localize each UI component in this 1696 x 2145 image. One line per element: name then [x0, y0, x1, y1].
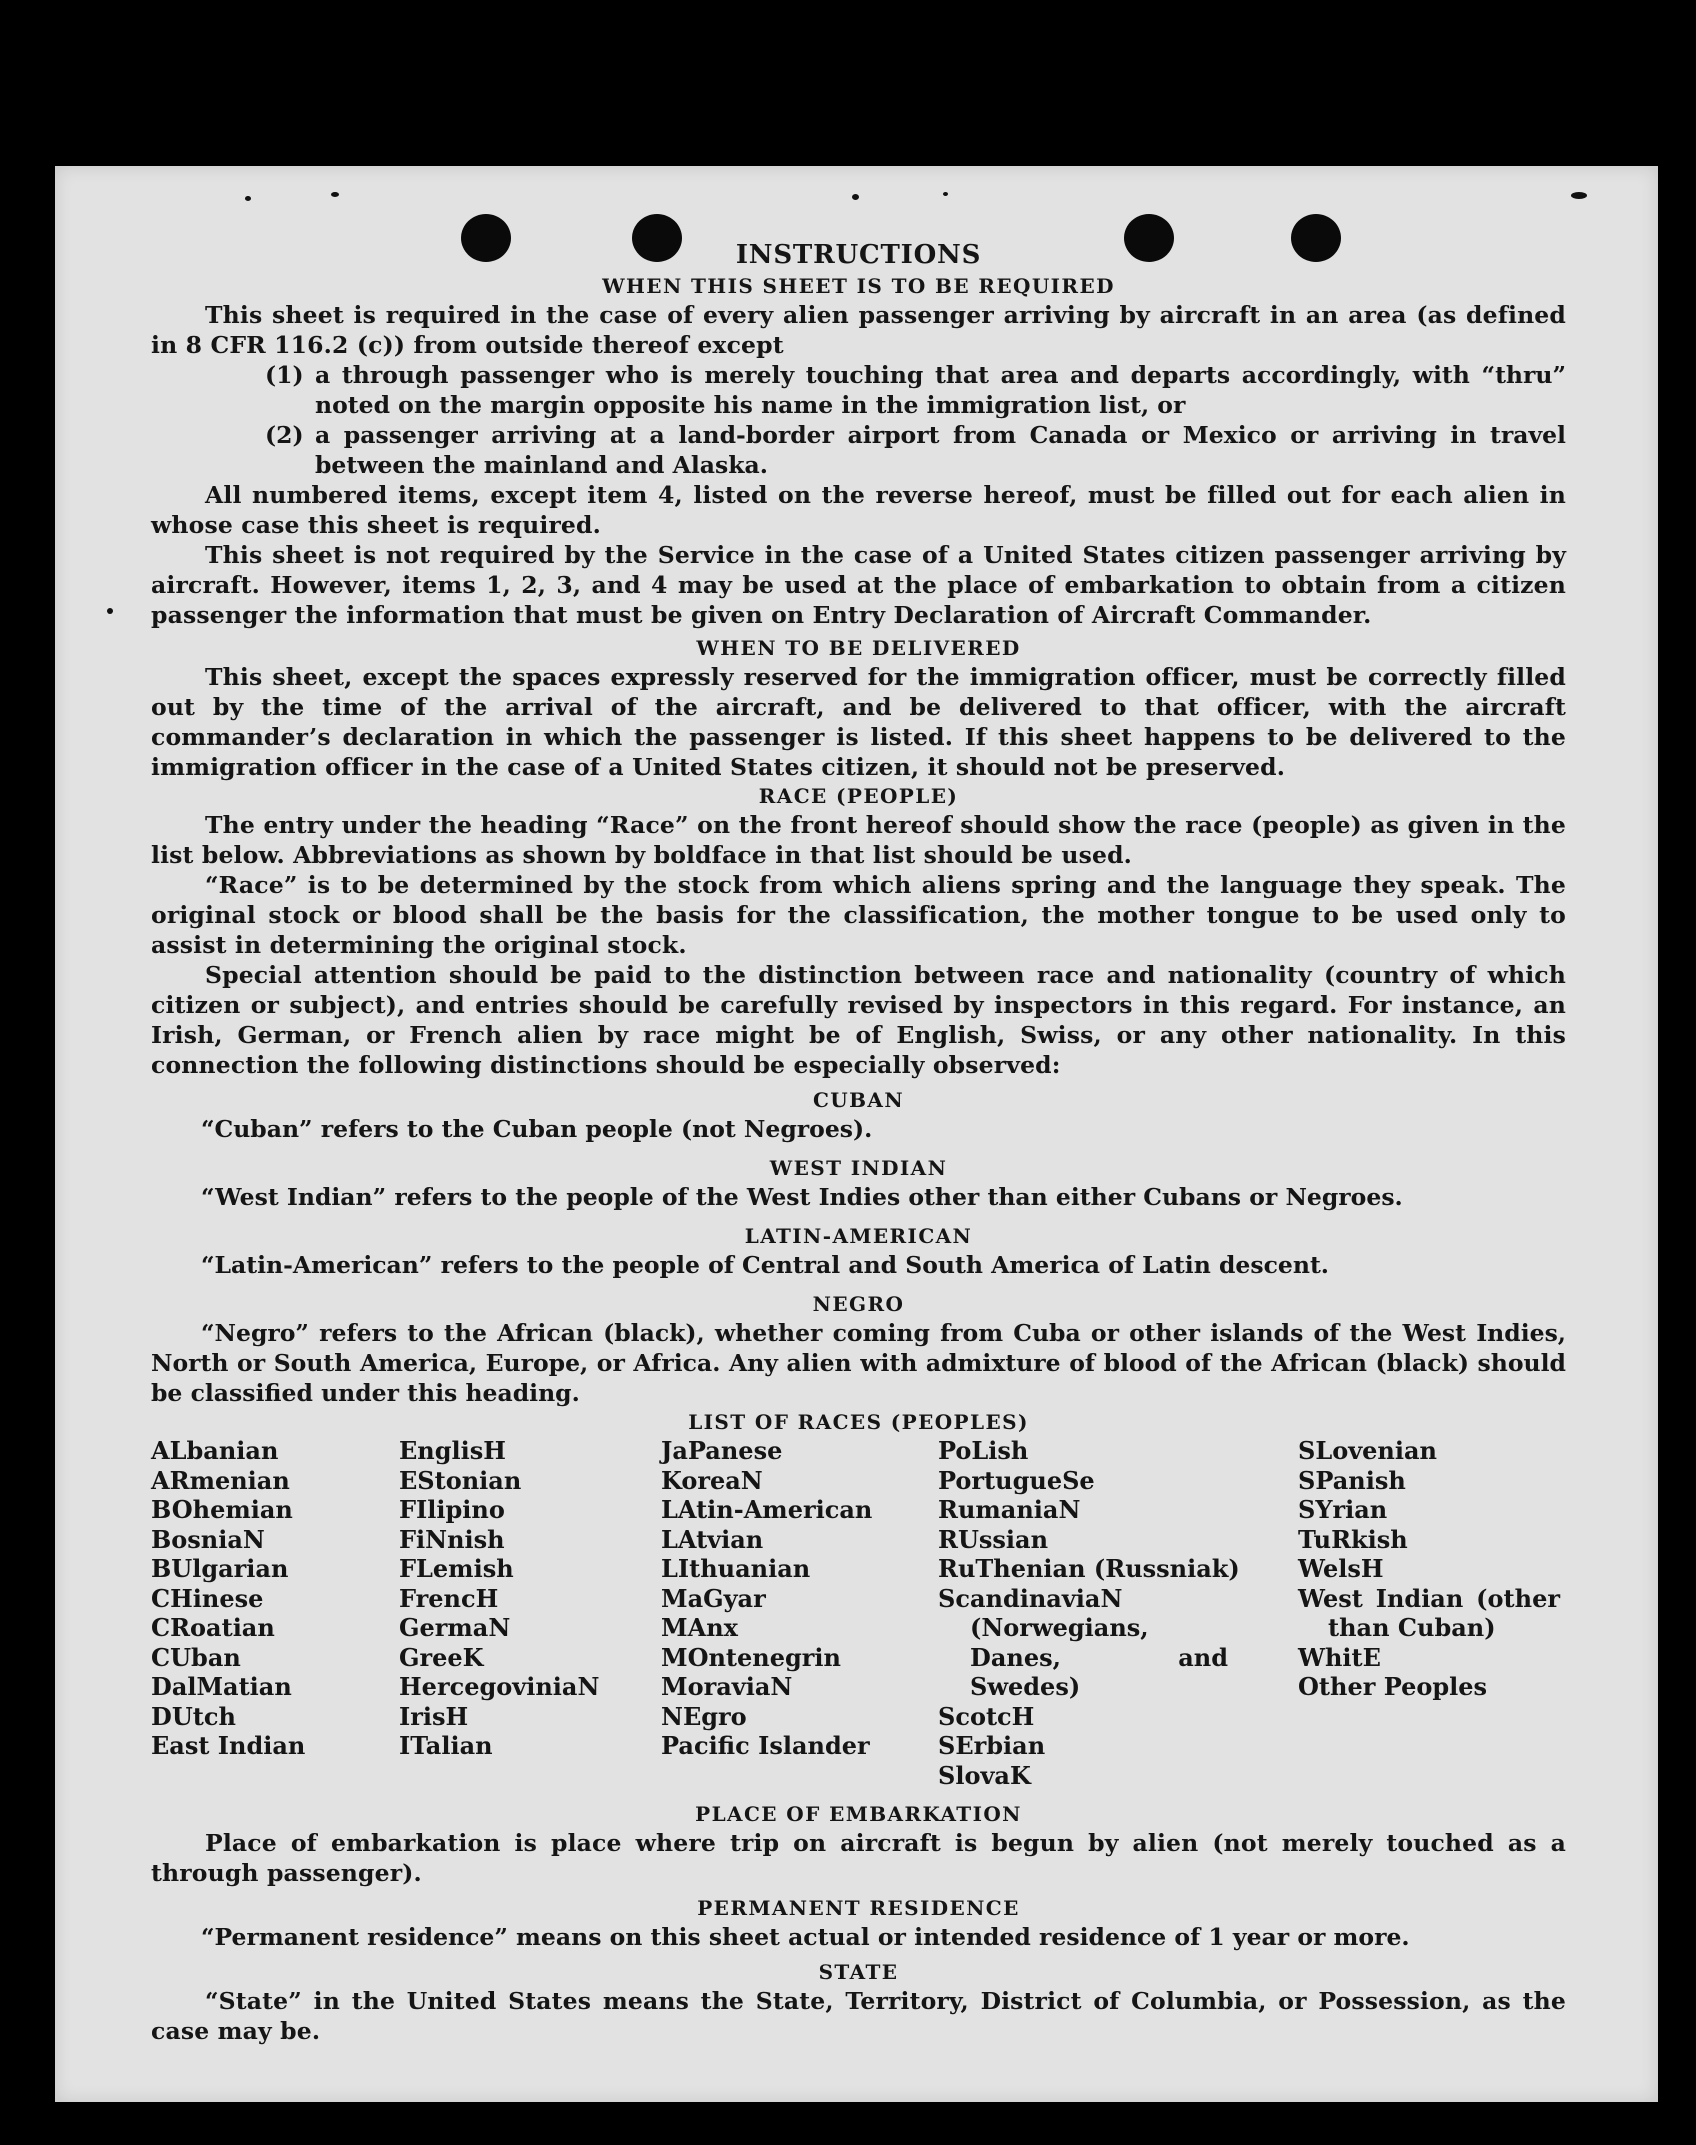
subheading-west-indian: WEST INDIAN — [769, 1156, 948, 1180]
race-item: CUban — [151, 1642, 241, 1672]
race-item: BOhemian — [151, 1495, 293, 1524]
section-heading: WHEN TO BE DELIVERED — [696, 636, 1021, 660]
race-item: ScandinaviaN (Norwegians, Danes, and Swedes) — [938, 1583, 1228, 1701]
race-item: DalMatian — [151, 1672, 292, 1701]
ink-speck — [943, 192, 948, 196]
race-item: JaPanese — [661, 1436, 783, 1465]
race-column — [151, 1436, 399, 1790]
race-item: ScotcH — [938, 1701, 1035, 1731]
definition-text: “Cuban” refers to the Cuban people (not Negroes). — [201, 1115, 873, 1143]
race-item: WelsH — [1298, 1554, 1384, 1583]
race-item: SPanish — [1298, 1465, 1406, 1495]
race-item: EnglisH — [399, 1436, 506, 1465]
race-item: MAnx — [661, 1613, 738, 1642]
punch-hole — [632, 214, 682, 262]
ink-speck — [1571, 192, 1587, 199]
race-item: DUtch — [151, 1701, 236, 1731]
race-item: SYrian — [1298, 1495, 1388, 1524]
paragraph: All numbered items, except item 4, listed on the reverse hereof, must be filled out for each alien in whose case this sheet is required. — [151, 481, 1566, 539]
race-list-heading: LIST OF RACES (PEOPLES) — [688, 1410, 1029, 1434]
race-item: GreeK — [399, 1642, 484, 1672]
race-item: ALbanian — [151, 1436, 279, 1465]
race-item: Other Peoples — [1298, 1672, 1488, 1701]
punch-hole — [461, 214, 511, 262]
section-heading: RACE (PEOPLE) — [758, 784, 959, 808]
race-item: LAtin-American — [661, 1495, 873, 1524]
instruction-sheet — [55, 166, 1658, 2102]
race-item: MoraviaN — [661, 1672, 793, 1701]
race-item: BUlgarian — [151, 1554, 289, 1583]
race-item: LAtvian — [661, 1524, 764, 1554]
paragraph: Special attention should be paid to the distinction between race and nationality (country of which citizen or subject), and entries should be carefully revised by inspectors in this regard. For instance, an Irish, German, or French alien by race might be of English, Swiss, or any other nationality. In this connection the following distinctions should be especially observed: — [151, 961, 1566, 1079]
paragraph: This sheet is not required by the Service in the case of a United States citizen passenger arriving by aircraft. However, items 1, 2, 3, and 4 may be used at the place of embarkation to obtain from a citizen passenger the information that must be given on Entry Declaration of Aircraft Commander. — [151, 541, 1566, 629]
race-column — [399, 1436, 661, 1790]
race-list — [151, 1436, 1566, 1790]
race-item: BosniaN — [151, 1524, 265, 1554]
race-item: MaGyar — [661, 1583, 766, 1613]
paragraph: “Race” is to be determined by the stock from which aliens spring and the language they speak. The original stock or blood shall be the basis for the classification, the mother tongue to be used only to assist in determining the original stock. — [151, 871, 1566, 959]
race-item: IrisH — [399, 1701, 469, 1731]
paragraph: “Permanent residence” means on this sheet actual or intended residence of 1 year or more. — [201, 1923, 1410, 1951]
punch-hole — [1124, 214, 1174, 262]
subheading-latin-american: LATIN-AMERICAN — [744, 1224, 973, 1248]
section-heading: PERMANENT RESIDENCE — [697, 1896, 1020, 1920]
race-item: LIthuanian — [661, 1554, 811, 1583]
definition-text: “West Indian” refers to the people of the West Indies other than either Cubans or Negroes. — [201, 1183, 1403, 1211]
race-item: HercegoviniaN — [399, 1672, 600, 1701]
race-item: ITalian — [399, 1731, 493, 1760]
paragraph: The entry under the heading “Race” on the front hereof should show the race (people) as given in the list below. Abbreviations as shown by boldface in that list should be used. — [151, 811, 1566, 869]
race-column — [1298, 1436, 1560, 1790]
race-item: MOntenegrin — [661, 1642, 841, 1672]
race-item: West Indian (other than Cuban) — [1298, 1583, 1560, 1642]
ink-speck — [331, 192, 339, 197]
race-item: GermaN — [399, 1613, 511, 1642]
definition-text: “Negro” refers to the African (black), whether coming from Cuba or other islands of the West Indies, North or South America, Europe, or Africa. Any alien with admixture of blood of the African (black) should be classified under this heading. — [151, 1319, 1566, 1407]
page-title: INSTRUCTIONS — [735, 240, 982, 270]
section-heading: STATE — [818, 1960, 899, 1984]
race-item: RumaniaN — [938, 1495, 1081, 1524]
paragraph: This sheet, except the spaces expressly reserved for the immigration officer, must be correctly filled out by the time of the arrival of the aircraft, and be delivered to that officer, with the aircraft commander’s declaration in which the passenger is listed. If this sheet happens to be delivered to the immigration officer in the case of a United States citizen, it should not be preserved. — [151, 663, 1566, 781]
race-item: TuRkish — [1298, 1524, 1408, 1554]
race-item: SLovenian — [1298, 1436, 1437, 1465]
definition-text: “Latin-American” refers to the people of Central and South America of Latin descent. — [201, 1251, 1329, 1279]
subheading-cuban: CUBAN — [812, 1088, 905, 1112]
race-item: East Indian — [151, 1731, 306, 1760]
race-item: RUssian — [938, 1524, 1049, 1554]
race-item: EStonian — [399, 1465, 522, 1495]
exception-item — [265, 360, 1566, 420]
paragraph: This sheet is required in the case of every alien passenger arriving by aircraft in an area (as defined in 8 CFR 116.2 (c)) from outside thereof except — [151, 301, 1566, 359]
race-item: SErbian — [938, 1731, 1046, 1760]
race-item: ARmenian — [151, 1465, 290, 1495]
race-item: WhitE — [1298, 1642, 1381, 1672]
race-item: KoreaN — [661, 1465, 763, 1495]
race-item: PoLish — [938, 1436, 1029, 1465]
race-item: CHinese — [151, 1583, 264, 1613]
exception-item — [265, 420, 1566, 480]
subheading-negro: NEGRO — [812, 1292, 905, 1316]
section-heading: WHEN THIS SHEET IS TO BE REQUIRED — [602, 274, 1115, 298]
race-column — [661, 1436, 938, 1790]
item-number: (1) — [265, 361, 304, 389]
item-text: a through passenger who is merely touching that area and departs accordingly, with “thru” noted on the margin opposite his name in the immigration list, or — [315, 361, 1566, 419]
race-item: NEgro — [661, 1701, 747, 1731]
race-item: RuThenian (Russniak) — [938, 1554, 1240, 1583]
ink-speck — [107, 608, 113, 614]
paragraph: “State” in the United States means the State, Territory, District of Columbia, or Possession, as the case may be. — [151, 1987, 1566, 2045]
ink-speck — [245, 196, 251, 201]
paragraph: Place of embarkation is place where trip on aircraft is begun by alien (not merely touched as a through passenger). — [151, 1829, 1566, 1887]
race-column — [938, 1436, 1240, 1790]
race-item: FrencH — [399, 1583, 499, 1613]
race-item: Pacific Islander — [661, 1731, 870, 1760]
punch-hole — [1291, 214, 1341, 262]
race-item: SlovaK — [938, 1760, 1031, 1790]
race-item: FLemish — [399, 1554, 514, 1583]
item-text: a passenger arriving at a land-border airport from Canada or Mexico or arriving in travel between the mainland and Alaska. — [315, 421, 1566, 479]
ink-speck — [852, 194, 859, 200]
race-item: PortugueSe — [938, 1465, 1095, 1495]
race-item: FIlipino — [399, 1495, 505, 1524]
item-number: (2) — [265, 421, 304, 449]
section-heading: PLACE OF EMBARKATION — [695, 1802, 1022, 1826]
race-item: CRoatian — [151, 1613, 275, 1642]
race-item: FiNnish — [399, 1524, 505, 1554]
